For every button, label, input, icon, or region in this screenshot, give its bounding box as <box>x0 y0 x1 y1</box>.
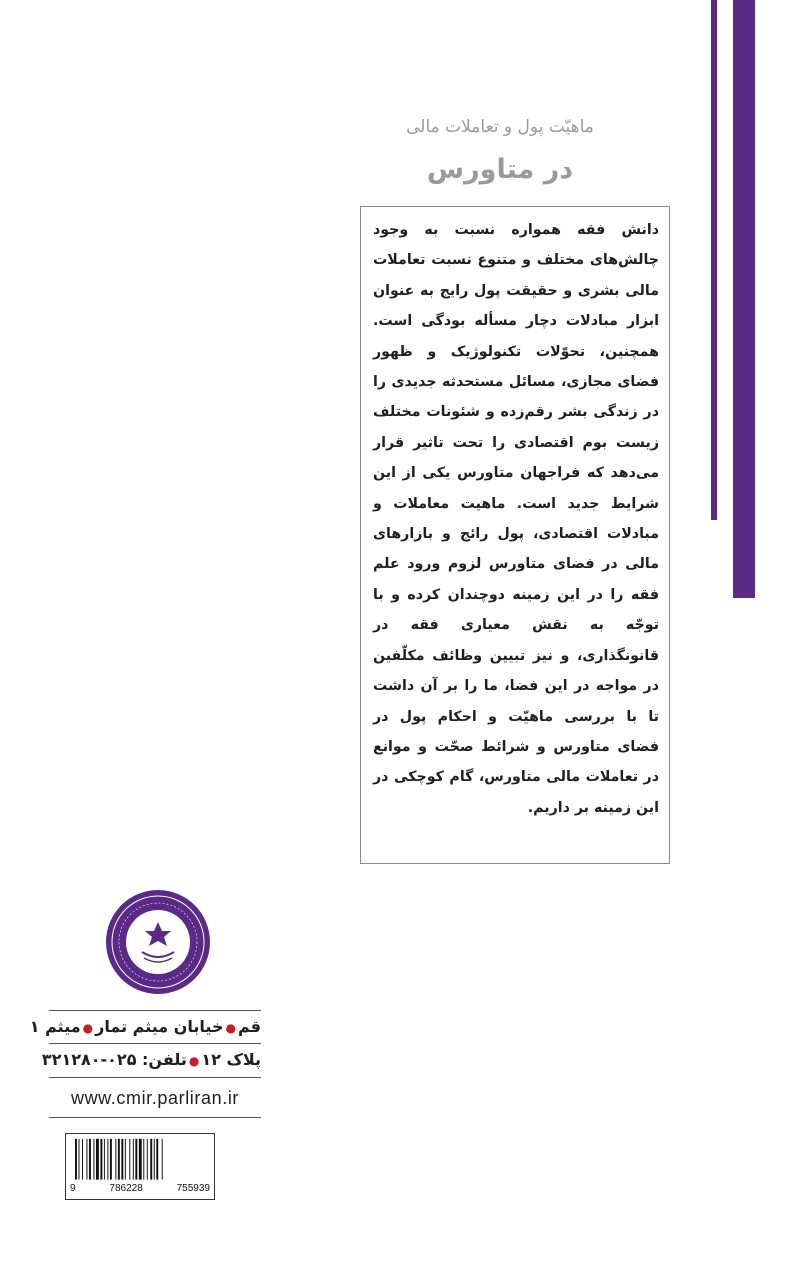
barcode-stripe <box>129 1139 130 1180</box>
barcode-stripe <box>162 1139 163 1180</box>
barcode-stripe <box>133 1139 134 1180</box>
barcode-stripe <box>78 1139 79 1180</box>
separator-dot-icon: ● <box>225 1021 236 1035</box>
barcode-stripe <box>125 1139 126 1180</box>
barcode-stripe <box>110 1139 112 1180</box>
barcode-stripe <box>154 1139 155 1180</box>
address-line <box>29 1017 261 1036</box>
barcode-stripe <box>143 1139 144 1180</box>
barcode-stripe <box>104 1139 105 1180</box>
divider-top <box>49 1010 261 1011</box>
separator-dot-icon: ● <box>82 1021 94 1035</box>
barcode-stripe <box>89 1139 91 1180</box>
barcode-stripe <box>115 1139 116 1180</box>
blurb-box <box>360 206 670 864</box>
barcode-stripe <box>135 1139 137 1180</box>
address-street: خیابان میثم تمار <box>95 1017 224 1036</box>
website-link[interactable]: www.cmir.parliran.ir <box>70 1088 240 1108</box>
accent-bar-thin <box>711 0 717 520</box>
divider-bottom <box>49 1117 261 1118</box>
book-subtitle: ماهیّت پول و تعاملات مالی <box>406 117 594 137</box>
barcode-stripe <box>75 1139 77 1180</box>
separator-dot-icon: ● <box>188 1054 200 1068</box>
divider-lower <box>49 1077 261 1078</box>
barcode-stripe <box>107 1139 108 1180</box>
book-title: در متاورس <box>426 154 574 185</box>
publisher-seal-icon <box>104 888 212 996</box>
address-city: قم <box>237 1017 261 1036</box>
barcode-stripe <box>86 1139 87 1180</box>
barcode-stripe <box>118 1139 120 1180</box>
plaque-number: پلاک ۱۲ <box>201 1050 261 1069</box>
barcode-group-1: 786228 <box>109 1183 143 1194</box>
phone-number: تلفن: ۰۲۵-۳۲۱۲۸۰ <box>41 1050 187 1069</box>
barcode-first-digit: 9 <box>70 1183 76 1194</box>
barcode-stripe <box>150 1139 152 1180</box>
barcode-stripe <box>156 1139 158 1180</box>
barcode-stripe <box>121 1139 123 1180</box>
accent-bar-thick <box>733 0 755 598</box>
address-alley: میثم ۱ <box>29 1017 81 1036</box>
barcode-stripe <box>93 1139 94 1180</box>
contact-line <box>41 1050 261 1069</box>
blurb-text: دانش فقه همواره نسبت به وجود چالش‌های مختلف و متنوع نسبت تعاملات مالی بشری و حقیقت پول رایج به عنوان ابزار مبادلات دچار مسأله بودگی است. همچنین، تحوّلات تکنولوژیک و ظهور فضای مجازی، مسائل مستحدثه جدیدی را در زندگی بشر رقم‌زده و شئونات مختلف زیست بوم اقتصادی را تحت تاثیر قرار می‌دهد که فراجهان متاورس یکی از این شرایط جدید است. ماهیت معاملات و مبادلات اقتصادی، پول رائج و بازارهای مالی در فضای متاورس لزوم ورود علم فقه را در این زمینه دوچندان کرده و با توجّه به نقش معیاری فقه در قانونگذاری، و نیز تبیین وظائف مکلّفین در مواجه در این فضا، ما را بر آن داشت تا با بررسی ماهیّت و احکام پول در فضای متاورس و شرائط صحّت و موانع در تعاملات مالی متاورس، گام کوچکی در این زمینه بر داریم. <box>373 222 659 816</box>
barcode-stripe <box>139 1139 142 1180</box>
barcode-digits <box>70 1183 210 1194</box>
barcode-stripe <box>82 1139 83 1180</box>
barcode-stripe <box>100 1139 102 1180</box>
barcode-group-2: 755939 <box>176 1183 210 1194</box>
divider-mid <box>49 1043 261 1044</box>
barcode-stripe <box>147 1139 148 1180</box>
barcode-stripe <box>96 1139 99 1180</box>
